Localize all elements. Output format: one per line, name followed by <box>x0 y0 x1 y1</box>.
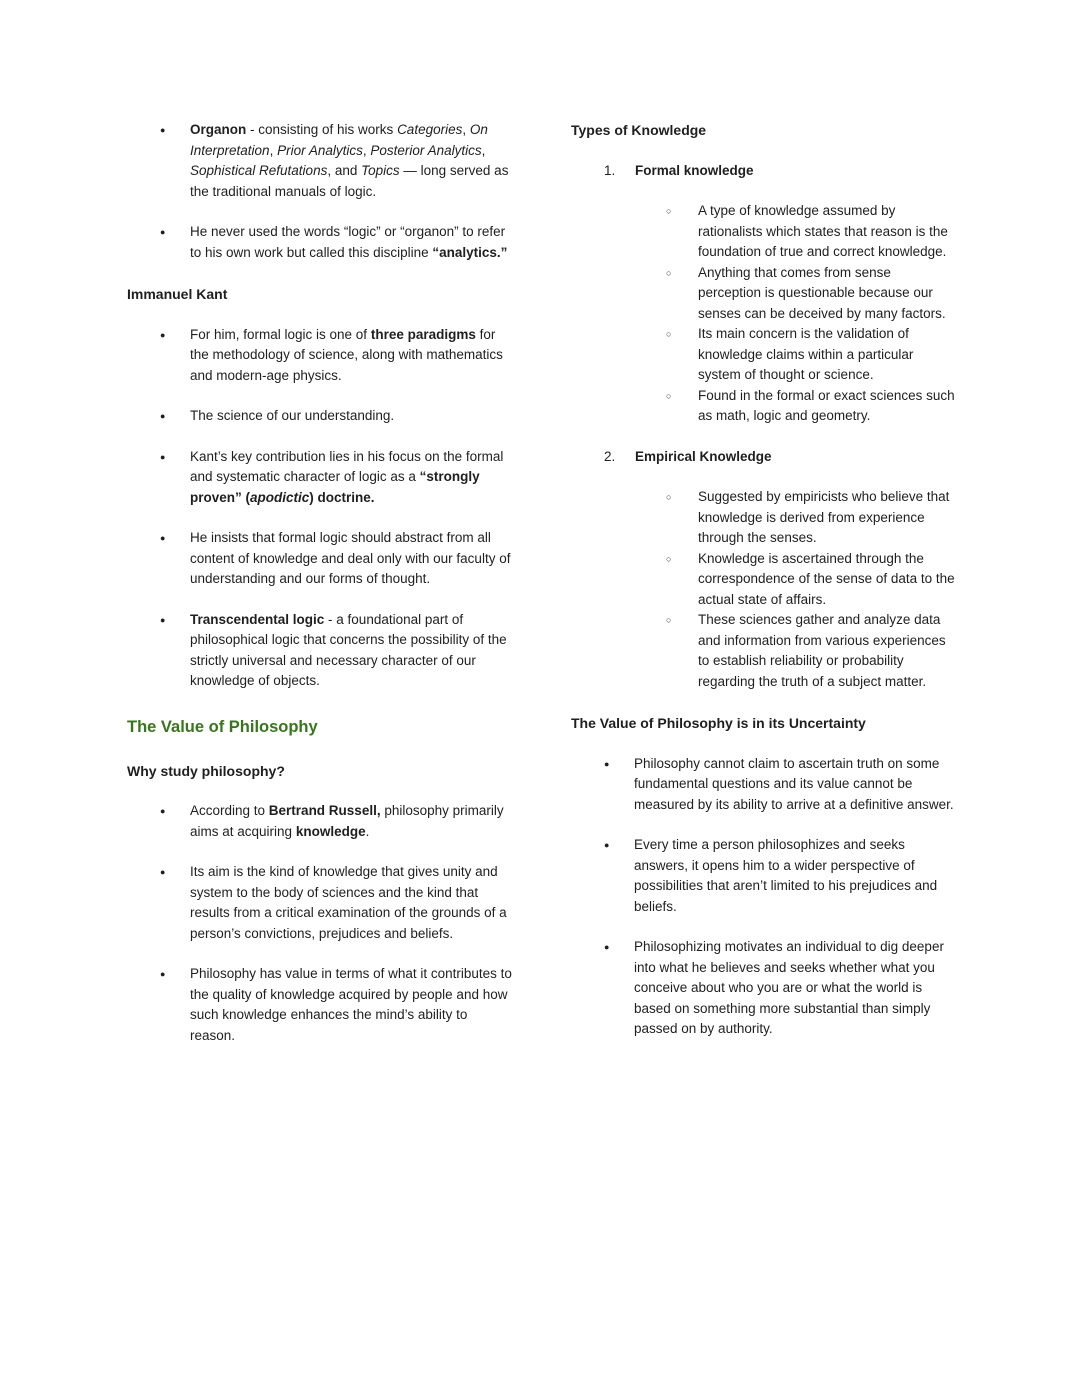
circle-icon: ○ <box>666 553 672 564</box>
item-text <box>635 161 957 182</box>
text-run: Topics <box>361 163 400 178</box>
item-text <box>698 263 957 325</box>
circle-icon: ○ <box>666 329 672 339</box>
text-run: Empirical Knowledge <box>635 448 772 464</box>
circle-icon: ○ <box>666 390 672 401</box>
subsection-heading <box>571 713 957 734</box>
bullet-item <box>127 862 513 944</box>
bullet-icon: ● <box>160 806 166 816</box>
sub-bullet-item <box>571 610 957 692</box>
text-run: Organon <box>190 122 247 137</box>
sub-bullet-group <box>571 487 957 692</box>
sub-bullet-item <box>571 263 957 325</box>
bullet-item <box>127 325 513 387</box>
column-right <box>571 120 957 1060</box>
sub-bullet-item <box>571 201 957 263</box>
text-run: He insists that formal logic should abstract from all content of knowledge and deal only with our faculty of understanding and our forms of thought. <box>190 530 511 586</box>
text-run: A type of knowledge assumed by rationalists which states that reason is the foundation of true and correct knowledge. <box>698 203 948 259</box>
subsection-heading <box>127 761 513 782</box>
text-run: Immanuel Kant <box>127 286 228 302</box>
text-run: , <box>481 142 486 158</box>
text-run: Anything that comes from sense perception is questionable because our senses can be deceived by many factors. <box>698 264 946 321</box>
item-text <box>634 835 957 917</box>
bullet-icon: ● <box>604 758 610 769</box>
bullet-icon: ● <box>604 942 610 952</box>
text-run: ) doctrine. <box>309 489 375 505</box>
text-run: . <box>365 823 370 839</box>
text-run: For him, formal logic is one of <box>190 326 371 342</box>
text-run: Philosophizing motivates an individual to dig deeper into what he believes and seeks whether what you conceive about who you are or what the world is based on something more substantial than simply passed on by authority. <box>634 939 944 1036</box>
text-run: Its aim is the kind of knowledge that gives unity and system to the body of sciences and the kind that results from a critical examination of the grounds of a person’s convictions, prejudices and beliefs. <box>190 864 507 941</box>
text-run: Posterior Analytics <box>370 142 482 158</box>
bullet-item <box>127 964 513 1046</box>
bullet-icon: ● <box>160 969 166 979</box>
circle-icon: ○ <box>666 615 672 625</box>
circle-icon: ○ <box>666 206 672 216</box>
bullet-item <box>127 120 513 202</box>
bullet-icon: ● <box>160 533 166 543</box>
text-run: The Value of Philosophy is in its Uncertainty <box>571 715 866 731</box>
text-run: Why study philosophy? <box>127 762 285 779</box>
text-run: Bertrand Russell, <box>268 803 381 818</box>
numbered-item <box>571 161 957 182</box>
item-text <box>698 201 957 263</box>
text-run: The science of our understanding. <box>190 408 395 423</box>
text-run: Philosophy cannot claim to ascertain truth on some fundamental questions and its value cannot be measured by its ability to arrive at a definitive answer. <box>634 755 954 812</box>
numbered-item <box>571 447 957 468</box>
text-run: Knowledge is ascertained through the correspondence of the sense of data to the actual state of affairs. <box>698 550 955 607</box>
bullet-icon: ● <box>604 840 610 850</box>
item-text <box>190 120 513 202</box>
bullet-item <box>571 937 957 1040</box>
sub-bullet-group <box>571 201 957 427</box>
text-run: Kant’s key contribution lies in his focus on the formal and systematic character of logic as a <box>190 448 504 484</box>
text-run: philosophy primarily aims at acquiring <box>190 803 504 839</box>
item-text <box>190 964 513 1046</box>
text-run: , <box>269 142 278 158</box>
text-run: According to <box>190 803 269 818</box>
circle-icon: ○ <box>666 267 672 278</box>
item-text <box>634 754 957 816</box>
text-run: Types of Knowledge <box>571 122 707 138</box>
text-run: Its main concern is the validation of knowledge claims within a particular system of thought or science. <box>698 326 914 382</box>
text-run: Suggested by empiricists who believe that knowledge is derived from experience through the senses. <box>698 489 950 545</box>
item-text <box>698 324 957 386</box>
text-run: — long served as the traditional manuals of logic. <box>190 163 509 199</box>
item-text <box>190 801 513 842</box>
text-run: The Value of Philosophy <box>127 717 318 736</box>
bullet-icon: ● <box>160 125 166 135</box>
text-run: Formal knowledge <box>635 162 754 178</box>
text-run: On Interpretation <box>190 122 488 158</box>
item-text <box>698 549 957 611</box>
item-text <box>190 610 513 692</box>
sub-bullet-item <box>571 324 957 386</box>
text-run: apodictic <box>250 489 310 505</box>
item-text <box>635 447 957 468</box>
bullet-item <box>127 610 513 692</box>
item-text <box>634 937 957 1040</box>
bullet-icon: ● <box>160 614 166 625</box>
text-run: for the methodology of science, along with mathematics and modern-age physics. <box>190 326 503 383</box>
bullet-icon: ● <box>160 451 166 462</box>
bullet-item <box>571 754 957 816</box>
item-text <box>190 222 513 263</box>
text-run: Sophistical Refutations <box>190 163 328 178</box>
item-text <box>698 487 957 549</box>
item-text <box>190 862 513 944</box>
column-left <box>127 120 513 1066</box>
text-run: Transcendental logic <box>190 611 325 627</box>
item-text <box>190 528 513 590</box>
text-run: - consisting of his works <box>246 122 398 137</box>
text-run: “analytics.” <box>432 244 508 260</box>
section-heading <box>127 715 513 740</box>
text-run: - a foundational part of philosophical logic that concerns the possibility of the strictly universal and necessary character of our knowledge of objects. <box>190 611 507 688</box>
list-number: 1. <box>604 162 616 178</box>
subsection-heading <box>571 120 957 141</box>
text-run: three paradigms <box>370 326 476 342</box>
bullet-item <box>127 406 513 427</box>
text-run: , <box>362 142 371 158</box>
bullet-icon: ● <box>160 867 166 877</box>
bullet-item <box>571 835 957 917</box>
bullet-item <box>127 528 513 590</box>
text-run: , <box>462 122 470 137</box>
bullet-item <box>127 801 513 842</box>
text-run: knowledge <box>295 823 366 839</box>
text-run: These sciences gather and analyze data and information from various experiences to establish reliability or probability regarding the truth of a subject matter. <box>698 612 946 689</box>
circle-icon: ○ <box>666 492 672 502</box>
subsection-heading <box>127 284 513 305</box>
sub-bullet-item <box>571 386 957 427</box>
text-run: Categories <box>397 122 463 137</box>
bullet-icon: ● <box>160 329 166 340</box>
text-run: , and <box>327 163 362 178</box>
item-text <box>698 610 957 692</box>
text-run: Every time a person philosophizes and seeks answers, it opens him to a wider perspective of possibilities that aren’t limited to his prejudices and beliefs. <box>634 837 938 914</box>
text-run: He never used the words “logic” or “organon” to refer to his own work but called this discipline <box>190 224 506 260</box>
text-run: “strongly proven” ( <box>190 469 480 505</box>
item-text <box>190 406 513 427</box>
item-text <box>698 386 957 427</box>
sub-bullet-item <box>571 487 957 549</box>
text-run: Found in the formal or exact sciences such as math, logic and geometry. <box>698 387 955 423</box>
text-run: Prior Analytics <box>277 142 363 158</box>
list-number: 2. <box>604 448 616 464</box>
bullet-item <box>127 222 513 263</box>
bullet-icon: ● <box>160 227 166 237</box>
bullet-icon: ● <box>160 411 166 421</box>
text-run: Philosophy has value in terms of what it contributes to the quality of knowledge acquired by people and how such knowledge enhances the mind’s ability to reason. <box>190 966 512 1043</box>
sub-bullet-item <box>571 549 957 611</box>
item-text <box>190 325 513 387</box>
bullet-item <box>127 447 513 509</box>
item-text <box>190 447 513 509</box>
